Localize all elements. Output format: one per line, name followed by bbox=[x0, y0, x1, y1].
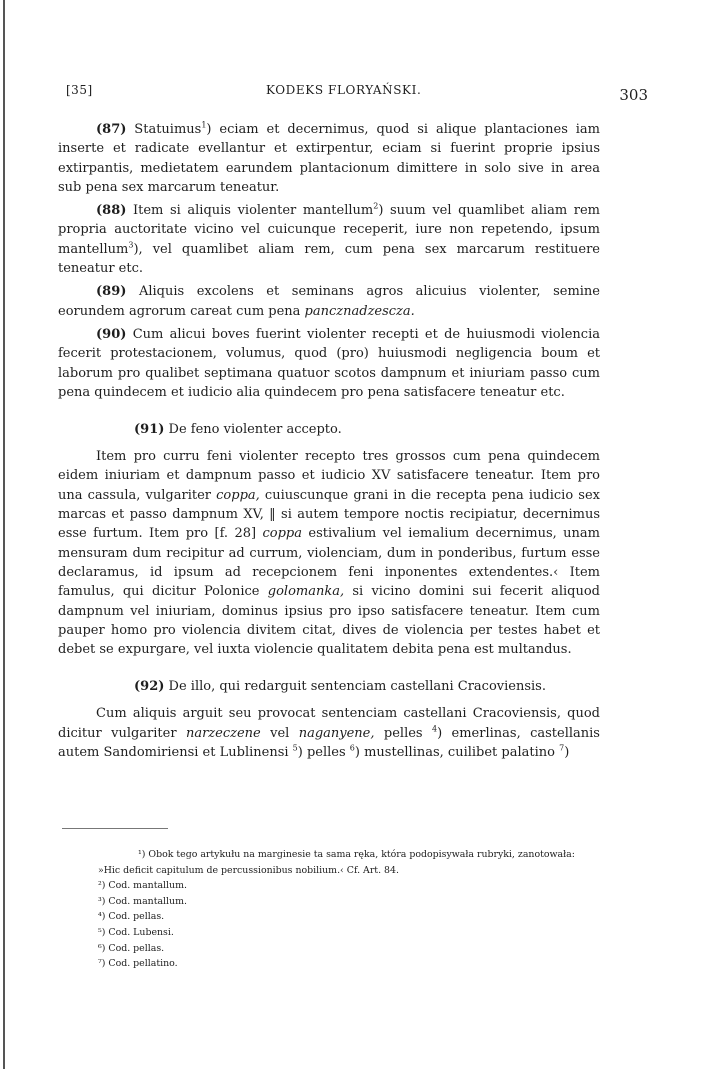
article-text: ) suum vel quamlibet aliam rem propria auctoritate vicino vel cuicunque receperit, iure non repetendo, ipsum mantellum bbox=[58, 203, 600, 257]
article-89 bbox=[58, 282, 600, 321]
article-text: vel bbox=[260, 725, 299, 741]
footnote-divider bbox=[62, 828, 168, 829]
article-text: Item si aliquis violenter mantellum bbox=[126, 203, 374, 219]
footnote-mark: ⁵) bbox=[98, 926, 106, 938]
footnote-mark: ⁶) bbox=[98, 942, 106, 954]
footnote-ref: 2 bbox=[373, 201, 379, 211]
article-text: ), vel quamlibet aliam rem, cum pena sex marcarum restituere teneatur etc. bbox=[58, 241, 600, 277]
footnote bbox=[58, 878, 598, 894]
footnotes bbox=[58, 847, 598, 972]
footnote bbox=[58, 941, 598, 957]
rubric-text: De feno violenter accepto. bbox=[164, 422, 342, 438]
vernacular-term: coppa bbox=[262, 526, 302, 542]
footnote-ref: 4 bbox=[431, 724, 438, 734]
article-number: (87) bbox=[96, 122, 127, 137]
running-header bbox=[66, 80, 656, 110]
article-number: (92) bbox=[134, 679, 165, 695]
article-92 bbox=[58, 704, 600, 762]
article-text: ) pelles bbox=[297, 745, 350, 761]
article-text: ) mustellinas, cuilibet palatino bbox=[354, 745, 560, 761]
section-reference: [35] bbox=[66, 83, 93, 97]
footnote bbox=[58, 925, 598, 941]
footnote-mark: ³) bbox=[98, 895, 106, 907]
footnote-text: Cod. mantallum. bbox=[105, 895, 187, 907]
article-number: (91) bbox=[134, 422, 165, 438]
footnote-text: Obok tego artykułu na marginesie ta sama ręka, która podopisywała rubryki, zanotowała: »Hic deficit capitulum de percussionibus nobilium.‹ Cf. Art. 84. bbox=[98, 849, 575, 876]
footnote bbox=[58, 894, 598, 910]
article-text: pelles bbox=[374, 725, 432, 741]
vernacular-term: coppa, bbox=[216, 487, 260, 503]
article-text: Aliquis excolens et seminans agros alicuius violenter, semine eorundem agrorum careat cum pena bbox=[58, 284, 600, 319]
rubric-text: De illo, qui redarguit sentenciam castellani Cracoviensis. bbox=[164, 679, 546, 695]
article-number: (89) bbox=[96, 284, 127, 300]
article-text: Cum aliquis arguit seu provocat sentenciam castellani Cracoviensis, quod dicitur vulgariter bbox=[58, 706, 600, 741]
article-text: cuiuscunque grani in die recepta pena iudicio sex marcas et passo dampnum XV, ‖ si autem tempore noctis recipiatur, decernimus esse furtum. Item pro bbox=[58, 487, 600, 542]
footnote-mark: ²) bbox=[98, 880, 106, 892]
article-92-rubric bbox=[134, 677, 600, 696]
vernacular-term: narzeczene bbox=[185, 725, 261, 741]
main-text bbox=[58, 120, 600, 766]
article-90 bbox=[58, 325, 600, 402]
vernacular-term: pancznadzescza. bbox=[304, 303, 415, 319]
article-text: ) bbox=[564, 745, 570, 761]
article-number: (88) bbox=[96, 203, 127, 219]
footnote bbox=[58, 956, 598, 972]
article-text: ) emerlinas, castellanis autem Sandomiriensi et Lublinensi bbox=[58, 725, 600, 761]
vernacular-term: golomanka, bbox=[267, 584, 345, 600]
page-number: 303 bbox=[619, 86, 648, 104]
running-title: KODEKS FLORYAŃSKI. bbox=[266, 83, 422, 97]
footnote bbox=[58, 847, 598, 878]
article-text: Statuimus bbox=[126, 122, 202, 137]
footnote-mark: ¹) bbox=[138, 849, 146, 860]
footnote-ref: 6 bbox=[349, 743, 355, 753]
article-91-rubric bbox=[134, 420, 600, 439]
article-91 bbox=[58, 447, 600, 659]
footnote-mark: ⁴) bbox=[98, 911, 106, 923]
article-text: Cum alicui boves fuerint violenter recepti et de huiusmodi violencia fecerit protestacionem, volumus, quod (pro) huiusmodi negligencia boum et laborum pro qualibet septimana quatuor scotos dampnum et iniuriam passo cum pena quindecem et iudicio alia quindecem pro pena satisfacere teneatur etc. bbox=[58, 326, 600, 400]
footnote-text: Cod. Lubensi. bbox=[105, 926, 174, 938]
article-88 bbox=[58, 201, 600, 278]
footnote-ref: 7 bbox=[559, 743, 565, 753]
folio-marker: [f. 28] bbox=[214, 526, 257, 542]
footnote-ref: 5 bbox=[292, 743, 298, 753]
footnote-text: Cod. pellas. bbox=[105, 911, 165, 923]
footnote-text: Cod. pellatino. bbox=[105, 958, 178, 970]
article-number: (90) bbox=[96, 326, 127, 342]
footnote-ref: 3 bbox=[128, 240, 134, 250]
article-text: Item pro curru feni violenter recepto tres grossos cum pena quindecem eidem iniuriam et dampnum passo et iudicio XV satisfacere teneatur. Item pro una cassula, vulgariter bbox=[58, 449, 600, 503]
footnote-mark: ⁷) bbox=[98, 958, 106, 970]
article-text: si vicino domini sui fecerit aliquod dampnum vel iniuriam, dominus ipsius pro ipso satisfacere teneatur. Item cum pauper homo pro violencia divitem citat, dives de violencia per testes habet et debet se expurgare, vel iuxta violencie qualitatem debita pena est multandus. bbox=[58, 584, 600, 658]
footnote-text: Cod. mantallum. bbox=[105, 880, 187, 892]
page-edge bbox=[3, 0, 5, 1069]
article-text: estivalium vel iemalium decernimus, unam mensuram dum recipitur ad currum, violenciam, dum in ponderibus, furtum esse declaramus, id ipsum ad recepcionem feni inponentes extendentes.‹ Item famulus, qui dicitur Polonice bbox=[58, 526, 600, 600]
article-text: ) eciam et decernimus, quod si alique plantaciones iam inserte et radicate evellantur et extirpentur, eciam si fuerint proprie ipsius extirpantis, medietatem earundem plantacionum dimittere in solo sive in area sub pena sex marcarum teneatur. bbox=[58, 122, 601, 195]
vernacular-term: naganyene, bbox=[298, 725, 375, 741]
footnote bbox=[58, 909, 598, 925]
footnote-text: Cod. pellas. bbox=[105, 942, 165, 954]
article-87 bbox=[58, 120, 600, 197]
footnote-ref: 1 bbox=[201, 120, 207, 130]
